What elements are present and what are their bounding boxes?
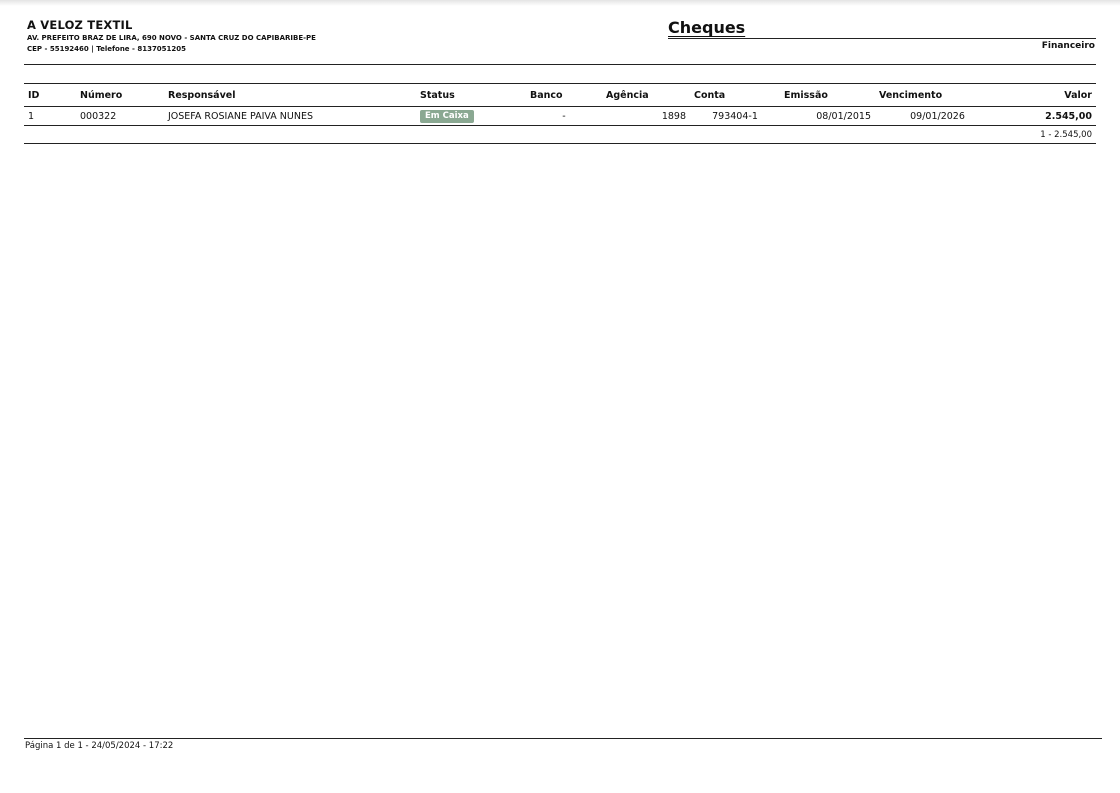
company-contact: CEP - 55192460 | Telefone - 8137051205 — [27, 45, 187, 53]
table-row — [24, 107, 1096, 126]
col-header-numero: Número — [80, 89, 123, 101]
cell-id: 1 — [28, 110, 35, 122]
col-header-vencimento: Vencimento — [879, 89, 943, 101]
page-footer: Página 1 de 1 - 24/05/2024 - 17:22 — [25, 741, 174, 751]
cell-conta: 793404-1 — [712, 110, 758, 122]
col-header-agencia: Agência — [606, 89, 649, 101]
col-header-id: ID — [28, 89, 40, 101]
report-title: Cheques — [668, 18, 746, 37]
cell-emissao: 08/01/2015 — [816, 110, 871, 122]
company-address: AV. PREFEITO BRAZ DE LIRA, 690 NOVO - SANTA CRUZ DO CAPIBARIBE-PE — [27, 34, 316, 42]
col-header-banco: Banco — [530, 89, 563, 101]
cell-banco: - — [562, 110, 566, 122]
page-top-shadow — [0, 0, 1120, 6]
col-header-responsavel: Responsável — [168, 89, 236, 101]
col-header-status: Status — [420, 89, 455, 101]
col-header-valor: Valor — [1064, 89, 1092, 101]
cheques-table — [24, 83, 1096, 144]
cell-agencia: 1898 — [661, 110, 686, 122]
header-divider — [24, 64, 1096, 65]
col-header-emissao: Emissão — [784, 89, 828, 101]
cell-responsavel: JOSEFA ROSIANE PAIVA NUNES — [168, 110, 313, 122]
table-total: 1 - 2.545,00 — [1040, 129, 1092, 140]
footer-divider — [24, 738, 1102, 739]
status-badge: Em Caixa — [420, 110, 474, 123]
col-header-conta: Conta — [694, 89, 726, 101]
cell-valor: 2.545,00 — [1045, 110, 1092, 122]
cell-numero: 000322 — [80, 110, 117, 122]
company-name: A VELOZ TEXTIL — [27, 18, 133, 32]
report-section: Financeiro — [1041, 41, 1095, 51]
cell-status — [416, 107, 526, 126]
cell-vencimento: 09/01/2026 — [910, 110, 965, 122]
title-divider — [668, 38, 1096, 39]
table-header-row — [24, 84, 1096, 107]
table-total-row — [24, 126, 1096, 144]
